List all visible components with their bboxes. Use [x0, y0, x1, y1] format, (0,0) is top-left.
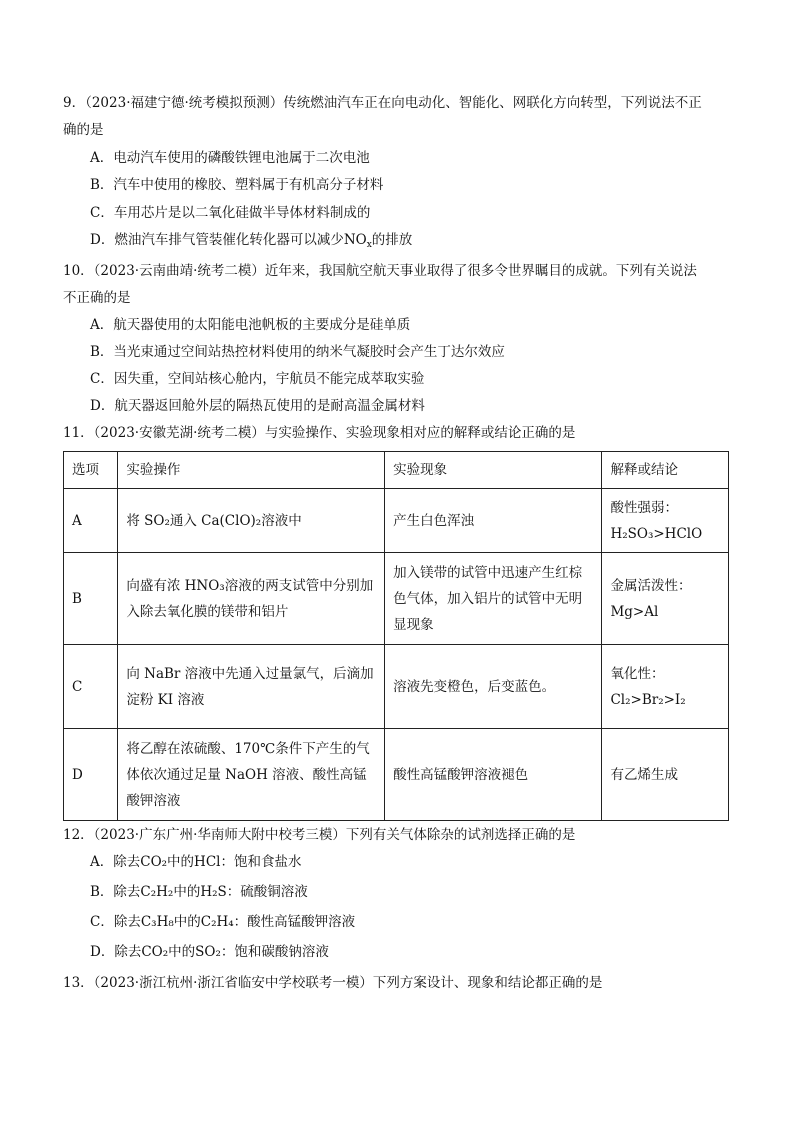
table-row	[64, 645, 729, 729]
question-13	[63, 970, 733, 997]
question-10-option-b: B．当光束通过空间站热控材料使用的纳米气凝胶时会产生丁达尔效应	[90, 344, 505, 360]
row-b-conclusion	[602, 553, 729, 645]
experiment-table	[63, 451, 729, 821]
question-9-option-c: C．车用芯片是以二氧化硅做半导体材料制成的	[90, 205, 371, 221]
row-b-operation: 向盛有浓 HNO₃溶液的两支试管中分别加入除去氧化膜的镁带和铝片	[118, 553, 385, 645]
row-b-conclusion-line1: 金属活泼性：	[610, 577, 692, 594]
row-a-conclusion-line1: 酸性强弱：	[610, 499, 678, 516]
row-d-conclusion	[602, 729, 729, 821]
row-a-operation: 将 SO₂通入 Ca(ClO)₂溶液中	[118, 489, 385, 553]
row-a-conclusion-line2: H₂SO₃>HClO	[610, 525, 703, 542]
question-10	[63, 258, 733, 312]
question-10-stem-line2: 不正确的是	[63, 290, 131, 306]
table-header-row	[64, 452, 729, 489]
question-12-option-a: A．除去CO₂中的HCl：饱和食盐水	[90, 854, 302, 870]
question-13-stem: 13．（2023·浙江杭州·浙江省临安中学校联考一模）下列方案设计、现象和结论都正确的是	[63, 975, 603, 991]
row-c-conclusion	[602, 645, 729, 729]
row-d-phenomenon: 酸性高锰酸钾溶液褪色	[385, 729, 602, 821]
header-conclusion: 解释或结论	[602, 452, 729, 489]
question-9-stem-line2: 确的是	[63, 122, 104, 138]
row-a-conclusion	[602, 489, 729, 553]
question-10-option-d: D．航天器返回舱外层的隔热瓦使用的是耐高温金属材料	[90, 398, 425, 414]
question-9-option-b: B．汽车中使用的橡胶、塑料属于有机高分子材料	[90, 177, 384, 193]
row-b-conclusion-line2: Mg>Al	[610, 603, 659, 620]
question-12-stem: 12．（2023·广东广州·华南师大附中校考三模）下列有关气体除杂的试剂选择正确的是	[63, 827, 576, 843]
question-9-option-a: A．电动汽车使用的磷酸铁锂电池属于二次电池	[90, 150, 370, 166]
row-c-phenomenon: 溶液先变橙色，后变蓝色。	[385, 645, 602, 729]
row-b-phenomenon: 加入镁带的试管中迅速产生红棕色气体，加入铝片的试管中无明显现象	[385, 553, 602, 645]
table-row	[64, 553, 729, 645]
header-operation: 实验操作	[118, 452, 385, 489]
question-12-option-d: D．除去CO₂中的SO₂：饱和碳酸钠溶液	[90, 944, 329, 960]
table-row	[64, 729, 729, 821]
row-a-option: A	[64, 489, 118, 553]
header-option: 选项	[64, 452, 118, 489]
header-phenomenon: 实验现象	[385, 452, 602, 489]
row-d-option: D	[64, 729, 118, 821]
question-9-option-d-text: D．燃油汽车排气管装催化转化器可以减少NO	[90, 232, 367, 248]
row-d-operation: 将乙醇在浓硫酸、170℃条件下产生的气体依次通过足量 NaOH 溶液、酸性高锰酸钾溶液	[118, 729, 385, 821]
question-9-option-d-tail: 的排放	[371, 232, 413, 248]
question-9	[63, 90, 733, 144]
row-c-conclusion-line2: Cl₂>Br₂>I₂	[610, 691, 686, 708]
row-c-conclusion-line1: 氧化性：	[610, 665, 665, 682]
row-c-option: C	[64, 645, 118, 729]
row-d-conclusion-line1: 有乙烯生成	[610, 766, 678, 783]
question-11	[63, 420, 733, 447]
question-12-option-c: C．除去C₃H₈中的C₂H₄：酸性高锰酸钾溶液	[90, 914, 356, 930]
question-12-option-b: B．除去C₂H₂中的H₂S：硫酸铜溶液	[90, 884, 308, 900]
question-9-stem-line1: 9．（2023·福建宁德·统考模拟预测）传统燃油汽车正在向电动化、智能化、网联化方向转型，下列说法不正	[63, 95, 702, 111]
table-row	[64, 489, 729, 553]
question-12	[63, 822, 733, 849]
row-b-option: B	[64, 553, 118, 645]
question-10-option-a: A．航天器使用的太阳能电池帆板的主要成分是硅单质	[90, 317, 411, 333]
row-c-operation: 向 NaBr 溶液中先通入过量氯气，后滴加淀粉 KI 溶液	[118, 645, 385, 729]
question-9-option-d-sub: x	[366, 240, 372, 250]
question-9-option-d	[90, 230, 412, 250]
question-10-option-c: C．因失重，空间站核心舱内，宇航员不能完成萃取实验	[90, 371, 425, 387]
question-10-stem-line1: 10．（2023·云南曲靖·统考二模）近年来，我国航空航天事业取得了很多令世界瞩目的成就。下列有关说法	[63, 263, 697, 279]
row-a-phenomenon: 产生白色浑浊	[385, 489, 602, 553]
question-11-stem: 11．（2023·安徽芜湖·统考二模）与实验操作、实验现象相对应的解释或结论正确的是	[63, 425, 576, 441]
